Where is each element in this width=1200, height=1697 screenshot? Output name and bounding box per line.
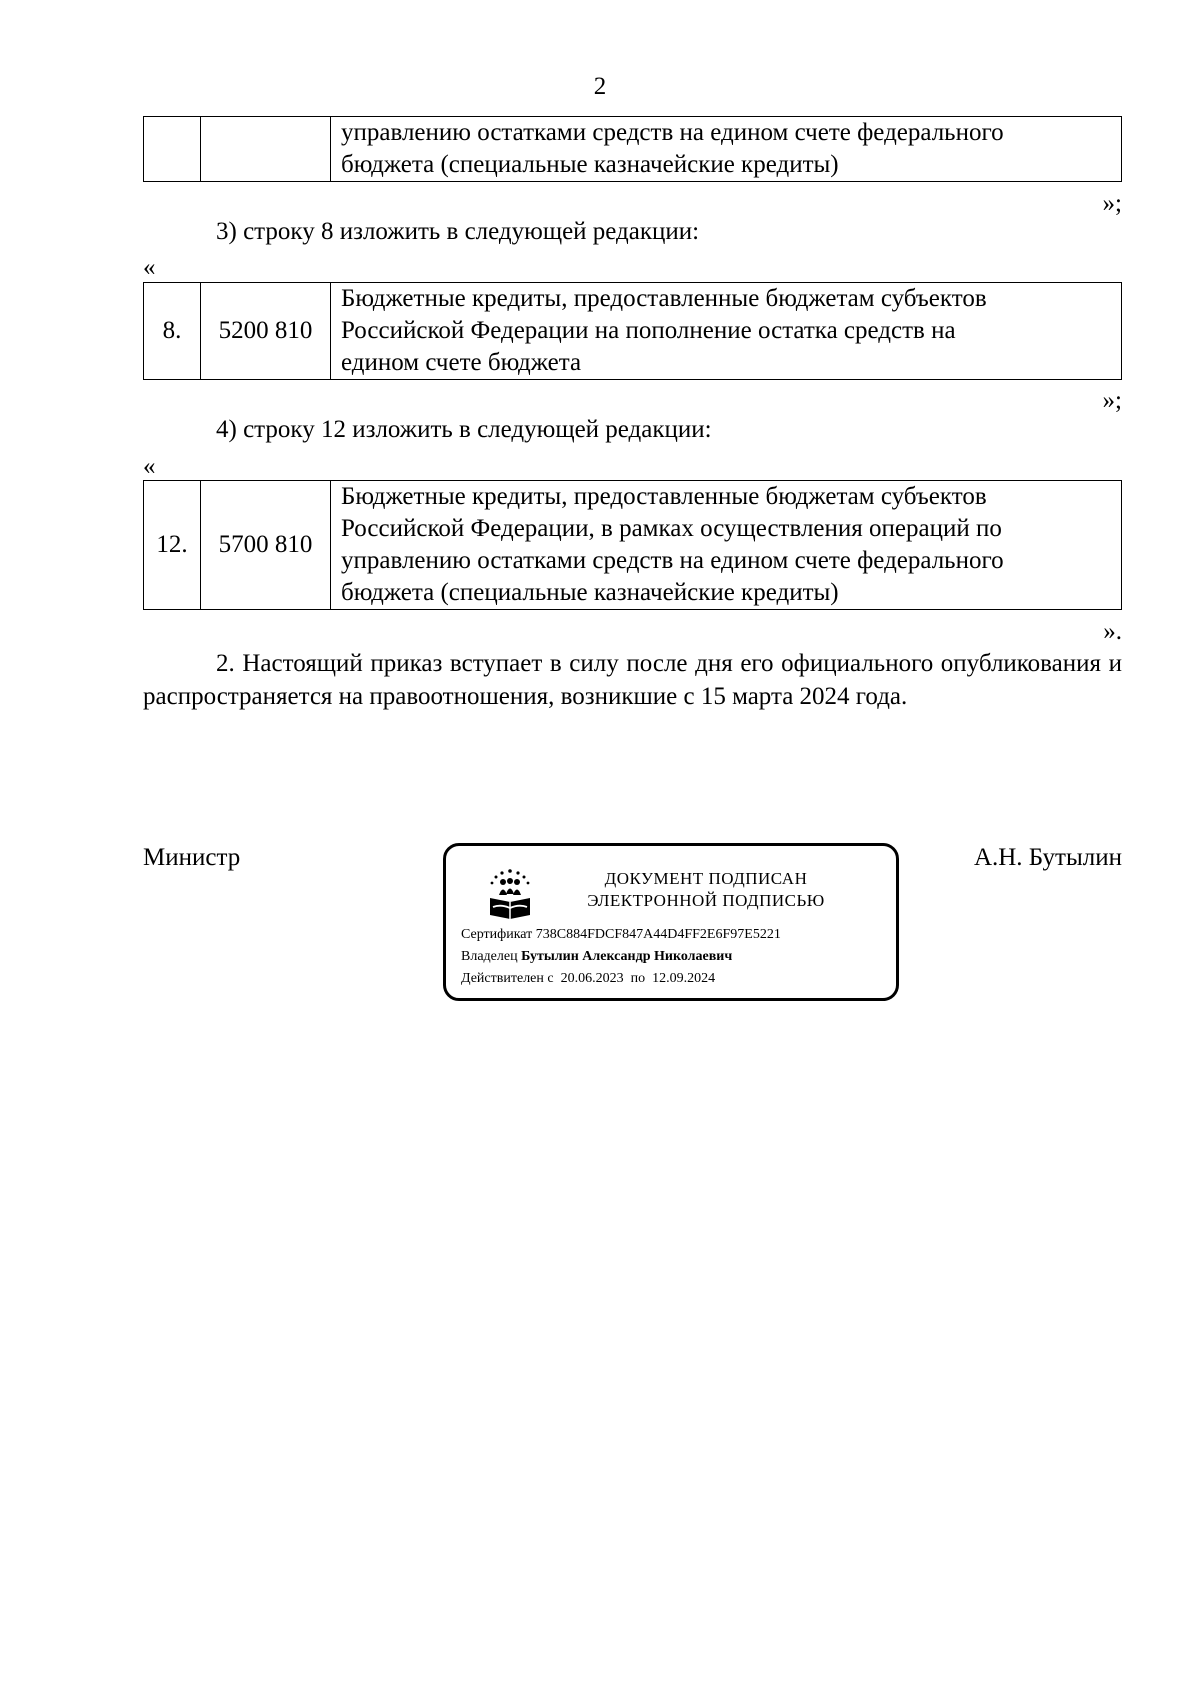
instruction-row-12: 4) строку 12 изложить в следующей редакции: <box>216 416 712 443</box>
row-code-cell <box>201 117 331 182</box>
row-text-line: управлению остатками средств на едином счете федерального <box>341 547 1004 574</box>
opening-quote: « <box>143 453 156 480</box>
row-text-cell <box>331 283 1122 380</box>
row-text-line: Российской Федерации, в рамках осуществления операций по <box>341 515 1002 542</box>
stamp-owner <box>461 948 732 966</box>
row-text-line: Российской Федерации на пополнение остатка средств на <box>341 317 956 344</box>
row-text-line: Бюджетные кредиты, предоставленные бюджетам субъектов <box>341 285 987 312</box>
table-row-12 <box>143 480 1122 610</box>
row-text-line: бюджета (специальные казначейские кредиты) <box>341 151 839 178</box>
closing-quote: »; <box>1102 190 1122 217</box>
row-code-cell: 5700 810 <box>201 481 331 610</box>
row-text-line: управлению остатками средств на едином счете федерального <box>341 119 1004 146</box>
stamp-label: Действителен с <box>461 971 554 986</box>
opening-quote: « <box>143 254 156 281</box>
stamp-value: Бутылин Александр Николаевич <box>521 949 733 964</box>
row-text-line: бюджета (специальные казначейские кредиты) <box>341 579 839 606</box>
stamp-value: 12.09.2024 <box>652 971 716 986</box>
row-text-line: Бюджетные кредиты, предоставленные бюджетам субъектов <box>341 483 987 510</box>
row-number-cell: 8. <box>144 283 201 380</box>
emblem-icon <box>484 868 536 920</box>
row-text-line: едином счете бюджета <box>341 349 582 376</box>
row-text-cell <box>331 481 1122 610</box>
table-row-8 <box>143 282 1122 380</box>
stamp-label: Сертификат <box>461 927 533 942</box>
row-number-cell: 12. <box>144 481 201 610</box>
page-number: 2 <box>593 73 607 100</box>
closing-quote: ». <box>1103 618 1122 645</box>
instruction-row-8: 3) строку 8 изложить в следующей редакции: <box>216 218 700 245</box>
table-row <box>144 117 1122 182</box>
paragraph-2: 2. Настоящий приказ вступает в силу после дня его официального опубликования и распространяется на правоотношения, возникшие с 15 марта 2024 года. <box>143 650 1122 710</box>
signer-name: А.Н. Бутылин <box>973 844 1122 871</box>
stamp-title-line: ЭЛЕКТРОННОЙ ПОДПИСЬЮ <box>587 891 825 910</box>
stamp-label: Владелец <box>461 949 518 964</box>
stamp-value: 738C884FDCF847A44D4FF2E6F97E5221 <box>535 927 781 942</box>
stamp-value: 20.06.2023 <box>560 971 624 986</box>
row-code-cell: 5200 810 <box>201 283 331 380</box>
table-fragment-top <box>143 116 1122 182</box>
row-number-cell <box>144 117 201 182</box>
stamp-label: по <box>630 971 646 986</box>
table-row <box>144 283 1122 380</box>
row-text-cell <box>331 117 1122 182</box>
stamp-certificate <box>461 926 781 944</box>
closing-quote: »; <box>1102 387 1122 414</box>
stamp-validity <box>461 970 715 988</box>
stamp-title-line: ДОКУМЕНТ ПОДПИСАН <box>604 869 808 888</box>
signer-title: Министр <box>143 844 241 871</box>
table-row <box>144 481 1122 610</box>
signature-stamp <box>443 843 899 1001</box>
